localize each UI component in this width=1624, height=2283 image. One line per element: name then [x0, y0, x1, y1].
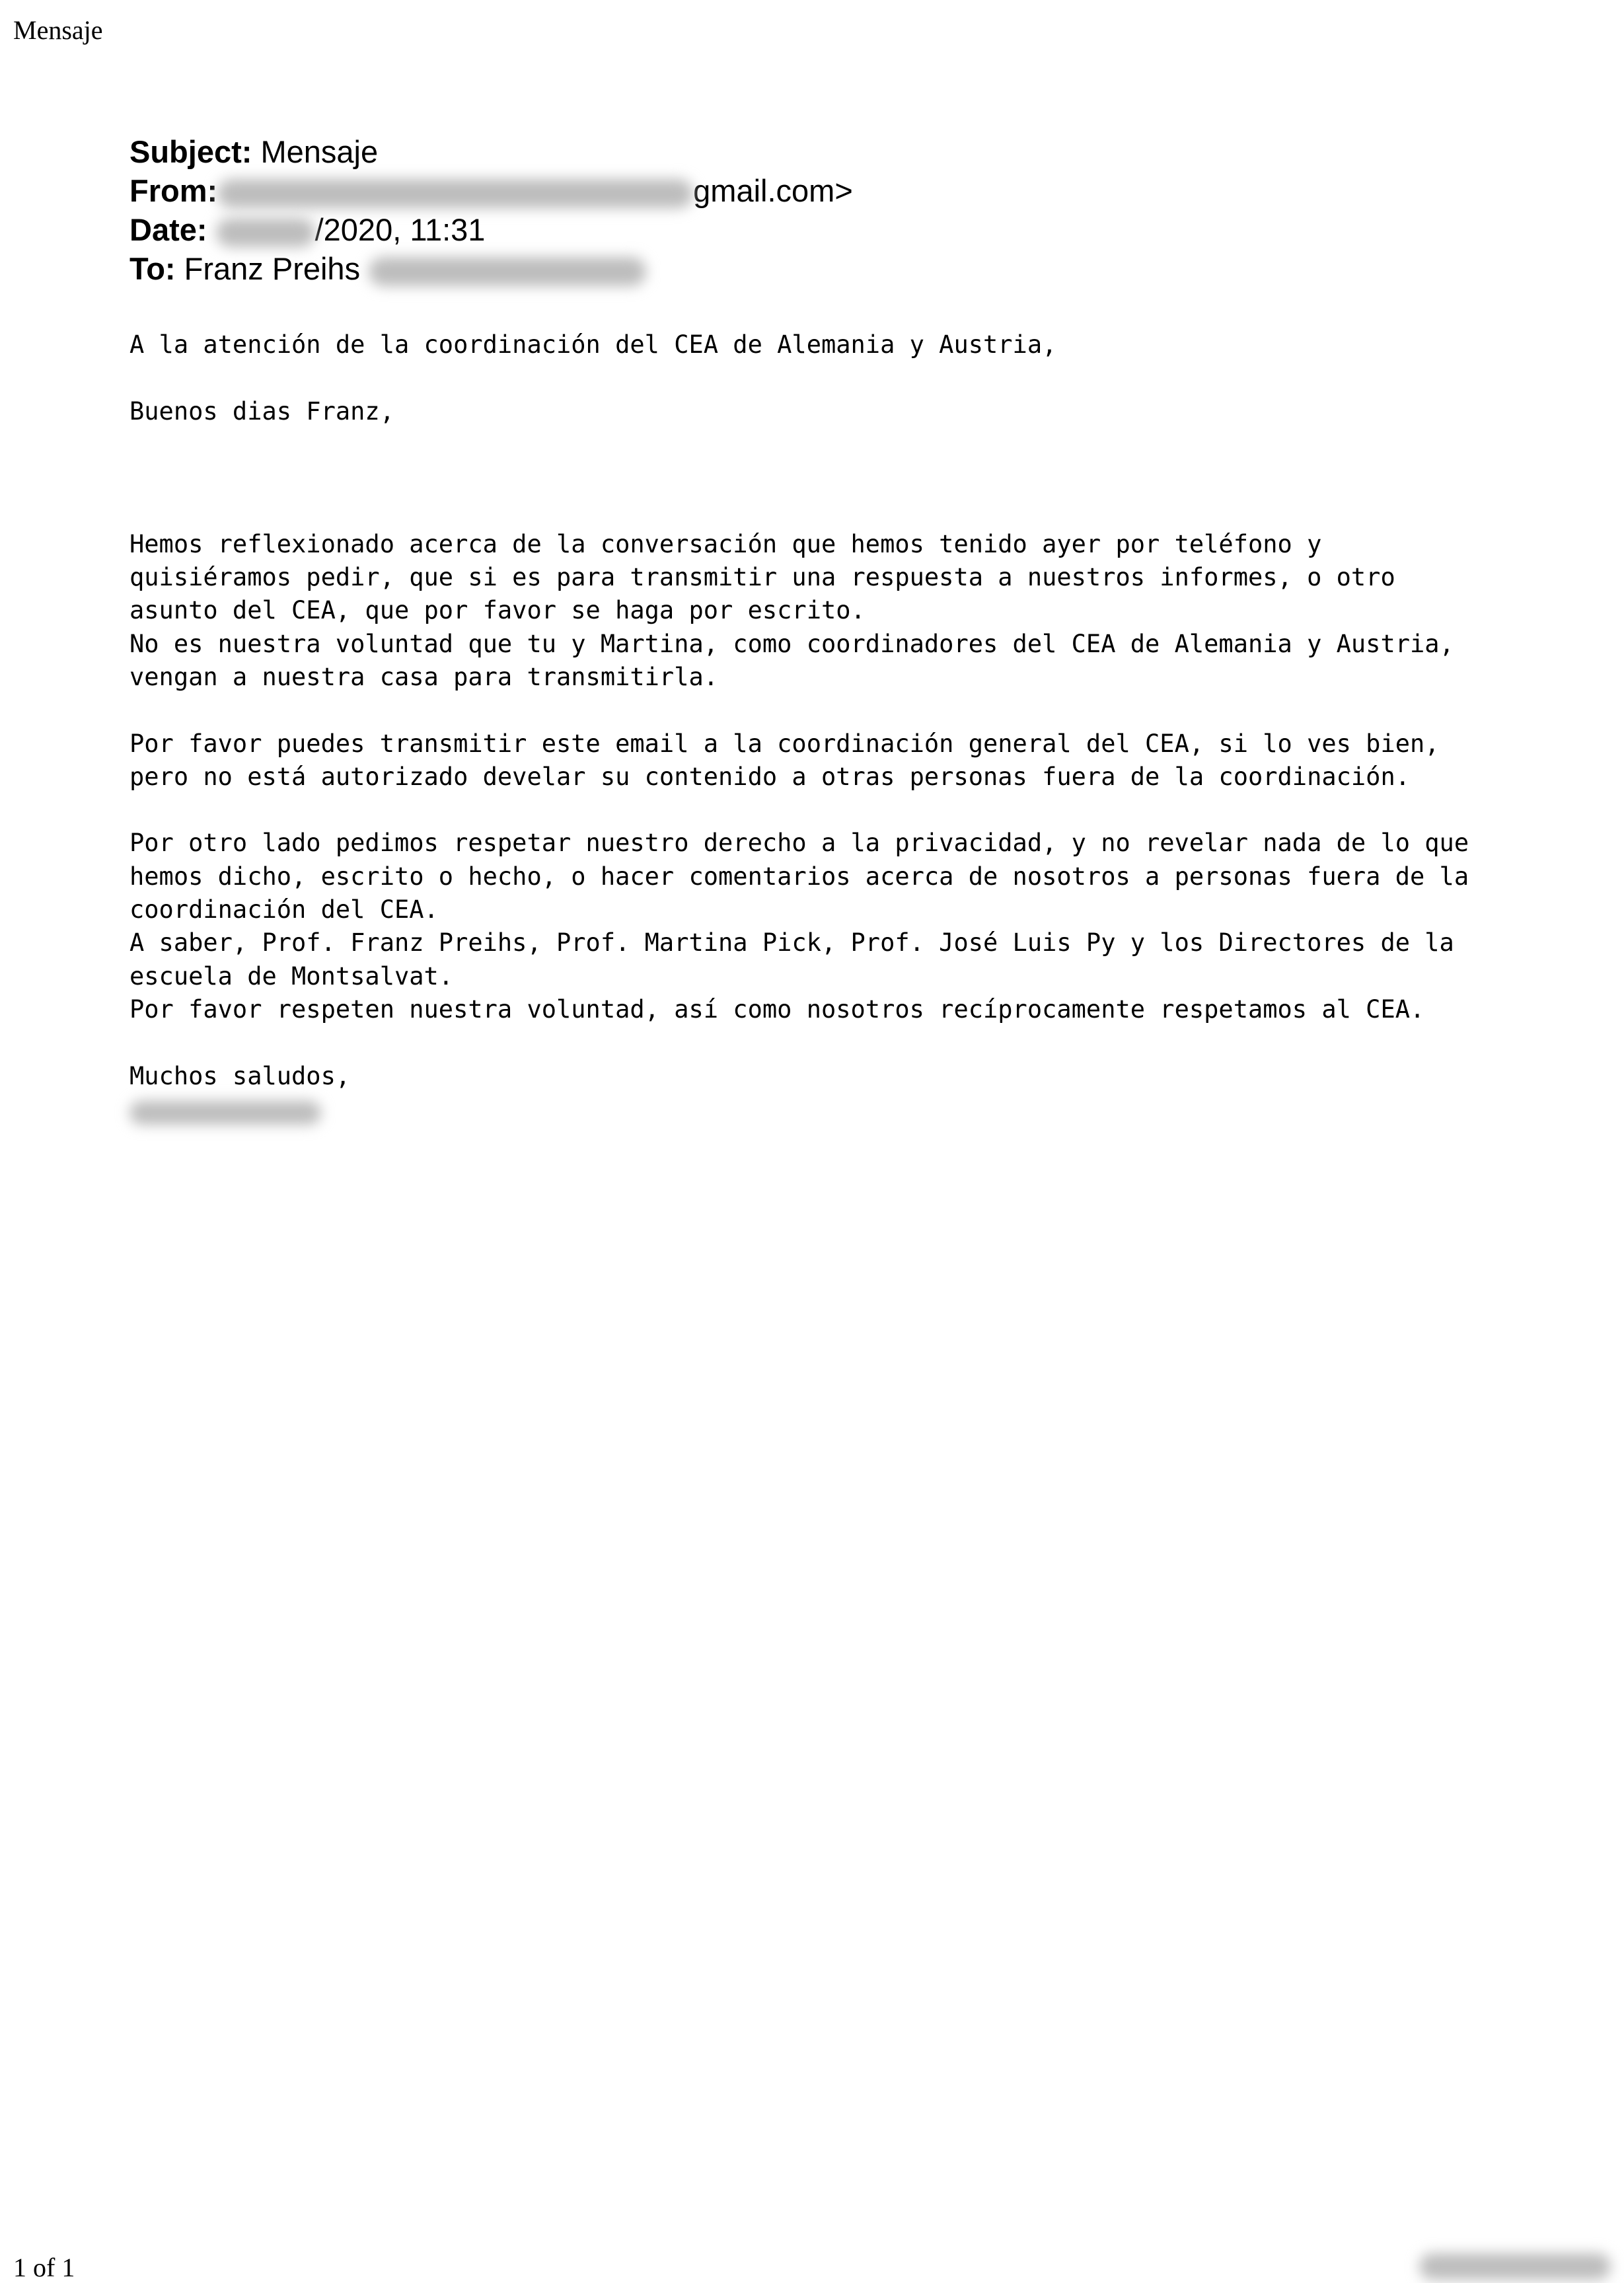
body-line: Por otro lado pedimos respetar nuestro derecho a la privacidad, y no revelar nada de lo que	[129, 829, 1469, 858]
redacted-print-date	[1419, 2253, 1611, 2280]
redacted-date	[216, 218, 315, 247]
body-line: A la atención de la coordinación del CEA de Alemania y Austria,	[129, 330, 1057, 359]
to-row	[129, 249, 853, 288]
body-line	[129, 461, 1469, 494]
to-label: To:	[129, 251, 176, 286]
body-line: escuela de Montsalvat.	[129, 961, 454, 991]
subject-value: Mensaje	[260, 134, 379, 169]
body-line	[129, 1026, 1469, 1059]
date-row	[129, 210, 853, 249]
body-line: Muchos saludos,	[129, 1061, 351, 1090]
body-line: coordinación del CEA.	[129, 895, 439, 924]
page-number: 1 of 1	[13, 2253, 75, 2282]
from-value: gmail.com>	[693, 173, 853, 208]
subject-row	[129, 132, 853, 171]
body-line: vengan a nuestra casa para transmitirla.	[129, 662, 719, 691]
body-line: No es nuestra voluntad que tu y Martina, como coordinadores del CEA de Alemania y Austria,	[129, 629, 1454, 658]
body-line: pero no está autorizado develar su contenido a otras personas fuera de la coordinación.	[129, 762, 1411, 791]
to-name: Franz Preihs	[184, 251, 361, 286]
body-line: Buenos dias Franz,	[129, 396, 394, 426]
email-body	[129, 328, 1469, 1126]
from-row	[129, 171, 853, 210]
date-label: Date:	[129, 212, 207, 247]
date-value: /2020, 11:31	[314, 212, 486, 247]
email-headers	[129, 132, 853, 288]
body-line	[129, 428, 1469, 461]
body-line: Por favor respeten nuestra voluntad, así como nosotros recíprocamente respetamos al CEA.	[129, 994, 1425, 1024]
body-line: Por favor puedes transmitir este email a la coordinación general del CEA, si lo ves bien,	[129, 729, 1440, 758]
body-line: quisiéramos pedir, que si es para transmitir una respuesta a nuestros informes, o otro	[129, 563, 1395, 592]
body-line	[129, 694, 1469, 727]
body-line: Hemos reflexionado acerca de la conversación que hemos tenido ayer por teléfono y	[129, 529, 1322, 558]
body-line	[129, 494, 1469, 527]
body-line	[129, 361, 1469, 394]
redacted-signature	[129, 1101, 321, 1125]
from-label: From:	[129, 173, 218, 208]
body-line: asunto del CEA, que por favor se haga por escrito.	[129, 596, 866, 625]
subject-label: Subject:	[129, 134, 252, 169]
body-line: hemos dicho, escrito o hecho, o hacer comentarios acerca de nosotros a personas fuera de la	[129, 862, 1469, 891]
redacted-sender	[217, 179, 693, 208]
body-line	[129, 794, 1469, 827]
redacted-recipient	[369, 257, 646, 286]
body-line: A saber, Prof. Franz Preihs, Prof. Martina Pick, Prof. José Luis Py y los Directores de la	[129, 928, 1454, 957]
print-title: Mensaje	[13, 15, 103, 45]
